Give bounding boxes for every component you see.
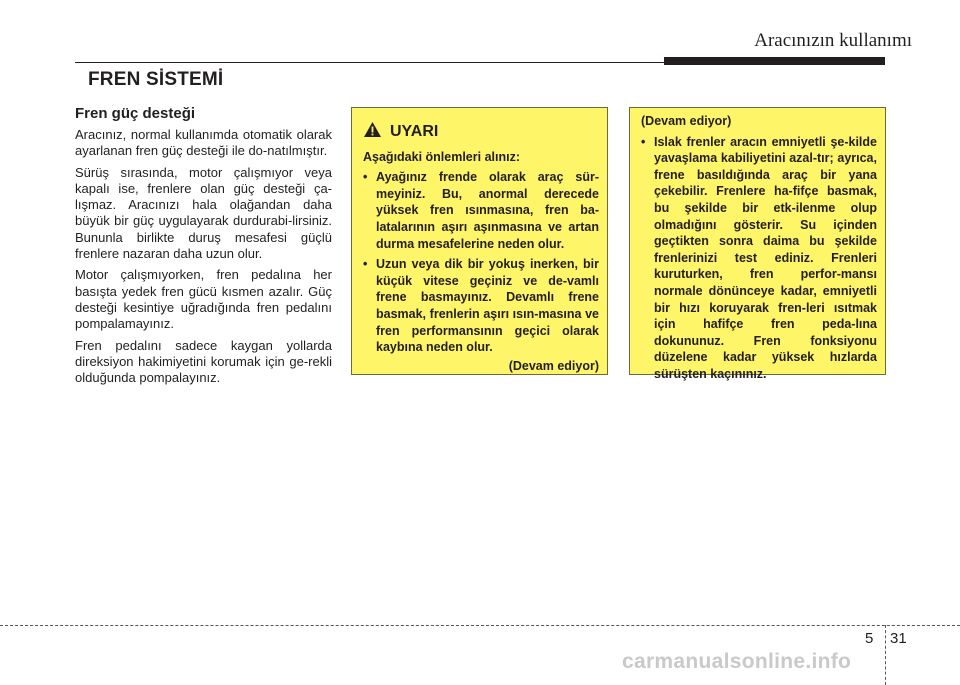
bullet: • — [363, 170, 368, 185]
section-title: FREN SİSTEMİ — [88, 69, 224, 90]
paragraph: Aracınız, normal kullanımda otomatik olarak ayarlanan fren güç desteği ile do-natılmıştır. — [75, 127, 332, 159]
warning-intro: Aşağıdaki önlemleri alınız: — [363, 149, 520, 164]
paragraph: Sürüş sırasında, motor çalışmıyor veya kapalı ise, frenlere olan güç desteği ça-lışmaz. Aracınızı hala olağandan daha büyük bir güç uygulayarak durdurabi-lirsiniz. Bununla birlikte duruş mesafesi güçlü frenlere nazaran daha uzun olur. — [75, 164, 332, 262]
list-item — [641, 134, 877, 383]
list-item — [363, 256, 599, 356]
chapter-header-title: Aracınızın kullanımı — [754, 30, 912, 51]
list-item — [363, 169, 599, 252]
warning-list — [363, 169, 599, 356]
continued-note: (Devam ediyor) — [508, 358, 599, 373]
body-column — [75, 105, 332, 391]
header-rule — [75, 62, 665, 63]
bullet: • — [641, 134, 646, 149]
page-number: 31 — [890, 630, 907, 647]
bullet: • — [363, 257, 368, 272]
paragraph: Fren pedalını sadece kaygan yollarda direksiyon hakimiyetini korumak için ge-rekli olduğunda pompalayınız. — [75, 337, 332, 386]
watermark: carmanualsonline.info — [622, 650, 852, 673]
chapter-number: 5 — [865, 630, 874, 647]
list-item-text: Uzun veya dik bir yokuş inerken, bir küçük vitese geçiniz ve de-vamlı frene basmayınız. Devamlı frene basmak, frenlerin aşırı ısın-masına ve fren performansının geçici olarak kaybına neden olur. — [376, 257, 599, 355]
paragraph: Motor çalışmıyorken, fren pedalına her basışta yedek fren gücü kısmen azalır. Güç desteği kesintiye uğradığında fren pedalını pompalamayınız. — [75, 267, 332, 332]
warning-header — [363, 121, 599, 143]
footer-divider — [885, 625, 886, 685]
header-rule-bar — [664, 57, 885, 65]
footer-rule — [0, 625, 960, 626]
sub-heading: Fren güç desteği — [75, 105, 196, 122]
warning-continued-box — [629, 107, 886, 381]
list-item-text: Ayağınız frende olarak araç sür-meyiniz. Bu, anormal derecede yüksek fren ısınmasına, fren ba-latalarının aşırı aşınmasına ve artan durma mesafelerine neden olur. — [376, 170, 599, 251]
warning-triangle-icon — [363, 121, 382, 143]
continued-heading: (Devam ediyor) — [641, 114, 732, 128]
warning-label: UYARI — [390, 122, 439, 140]
warning-list — [641, 134, 877, 383]
list-item-text: Islak frenler aracın emniyetli şe-kilde yavaşlama kabiliyetini azal-tır; ayrıca, frene basıldığında araç bir yana çekebilir. Frenlere ha-fifçe basmak, bu şekilde bir etk-ilenme olup olmadığını gösterir. Su içinden geçtikten sonra daima bu şekilde frenlerinizi test ediniz. Frenleri kuruturken, fren perfor-mansı normale dönünceye kadar, emniyetli bir hızı koruyarak fren-leri ısıtmak için hafifçe fren peda-lına dokununuz. Fren fonksiyonu düzelene kadar yüksek hızlarda sürüşten kaçınınız. — [654, 134, 877, 381]
warning-box — [351, 107, 608, 375]
